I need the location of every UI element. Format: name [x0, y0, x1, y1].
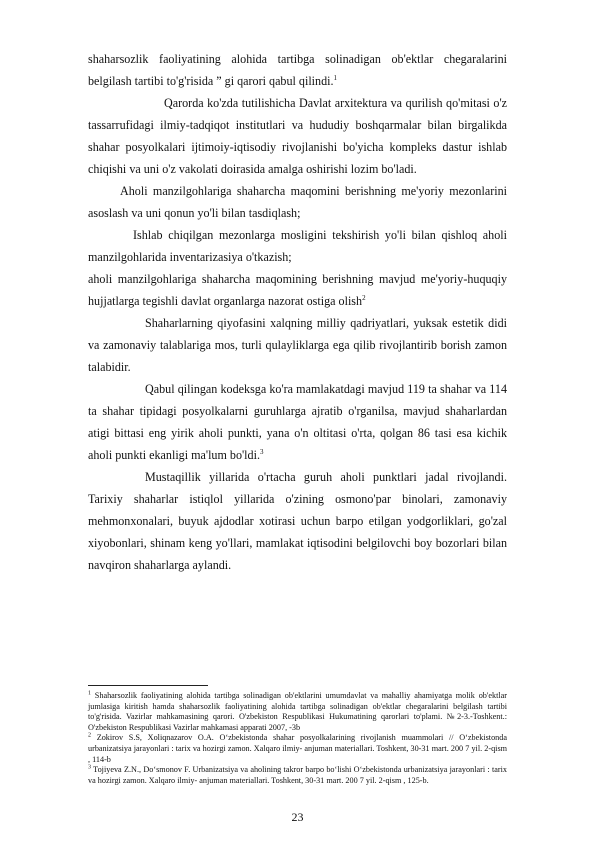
- paragraph-8: Mustaqillik yillarida o'rtacha guruh aholi punktlari jadal rivojlandi. Tarixiy shaharlar istiqlol yillarida o'zining osmono'par binolari, zamonaviy mehmonxonalari, buyuk ajdodlar xotirasi uchun barpo etilgan yodgorliklari, go'zal xiyobonlari, shinam keng yo'llari, mamlakat iqtisodini belgilovchi boy bozorlari bilan navqiron shaharlarga aylandi.: [88, 470, 507, 572]
- footnotes: [88, 691, 507, 786]
- footnote-separator: [88, 685, 208, 686]
- footnote-ref-2: 2: [362, 293, 366, 302]
- paragraph-2: Qarorda ko'zda tutilishicha Davlat arxitektura va qurilish qo'mitasi o'z tassarrufidagi ilmiy-tadqiqot institutlari va hududiy boshqarmalar bilan birgalikda shahar posyolkalari ijtimoiy-iqtisodiy rivojlanishi bo'yicha kompleks dastur ishlab chiqishi va uni o'z vakolati doirasida amalga oshirishi lozim bo'ladi.: [88, 96, 507, 176]
- footnote-2: $^2$ Zokirov S.S, Xoliqnazarov O.A. O‘zbekistonda shahar posyolkalarining rivojlanish muammolari // O‘zbekistonda urbanizatsiya jarayonlari : tarix va hozirgi zamon. Xalqaro ilmiy- anjuman materiallari. Toshkent, 30-31 mart. 200 7 yil. 2-qism , 114-b: [88, 732, 507, 764]
- paragraph-6: Shaharlarning qiyofasini xalqning milliy qadriyatlari, yuksak estetik didi va zamonaviy talablariga mos, turli qulayliklarga ega qilib rivojlantirib borish zamon talabidir.: [88, 316, 507, 374]
- footnote-1: $^1$ Shaharsozlik faoliyatining alohida tartibga solinadigan ob'ektlarini umumdavlat va mahalliy ahamiyatga molik ob'ektlar jumlasiga kiritish hamda shaharsozlik faoliyatining alohida tartibga solinadigan ob'ektlar chegaralarini belgilash tartibi to'g'risida. Vazirlar mahkamasining qarori. O'zbekiston Respublikasi Hukumatining qarorlari to'plami. №2-3.-Toshkent.: O'zbekiston Respublikasi Vazirlar mahkamasi apparati 2007, -3b: [88, 690, 507, 732]
- document-body: [88, 48, 507, 576]
- footnote-ref-1: 1: [333, 73, 338, 82]
- paragraph-1: shaharsozlik faoliyatining alohida tartibga solinadigan ob'ektlar chegaralarini belgilash tartibi to'g'risida ” gi qarori qabul qilindi.$^1$: [88, 52, 507, 88]
- paragraph-4: Ishlab chiqilgan mezonlarga mosligini tekshirish yo'li bilan qishloq aholi manzilgohlarida inventarizasiya o'tkazish;: [88, 228, 507, 264]
- footnote-3: $^3$ Tojiyeva Z.N., Do‘smonov F. Urbanizatsiya va aholining takror barpo bo‘lishi O‘zbekistonda urbanizatsiya jarayonlari : tarix va hozirgi zamon. Xalqaro ilmiy- anjuman materiallari. Toshkent, 30-31 mart. 200 7 yil. 2-qism , 125-b.: [88, 764, 507, 785]
- footnote-ref-3: 3: [259, 447, 264, 456]
- paragraph-7: Qabul qilingan kodeksga ko'ra mamlakatdagi mavjud 119 ta shahar va 114 ta shahar tipidagi posyolkalarni guruhlarga ajratib o'rganilsa, mavjud shaharlardan atigi bittasi eng yirik aholi punkti, yana o'n oltitasi o'rta, qolgan 86 tasi esa kichik aholi punkti ekanligi ma'lum bo'ldi.$^3$: [88, 382, 507, 462]
- page-number: 23: [291, 810, 304, 824]
- paragraph-5: aholi manzilgohlariga shaharcha maqomining berishning mavjud me'yoriy-huquqiy hujjatlarga tegishli davlat organlarga nazorat ostiga olish$^2$: [88, 272, 507, 308]
- paragraph-3: Aholi manzilgohlariga shaharcha maqomini berishning me'yoriy mezonlarini asoslash va uni qonun yo'li bilan tasdiqlash;: [88, 184, 507, 220]
